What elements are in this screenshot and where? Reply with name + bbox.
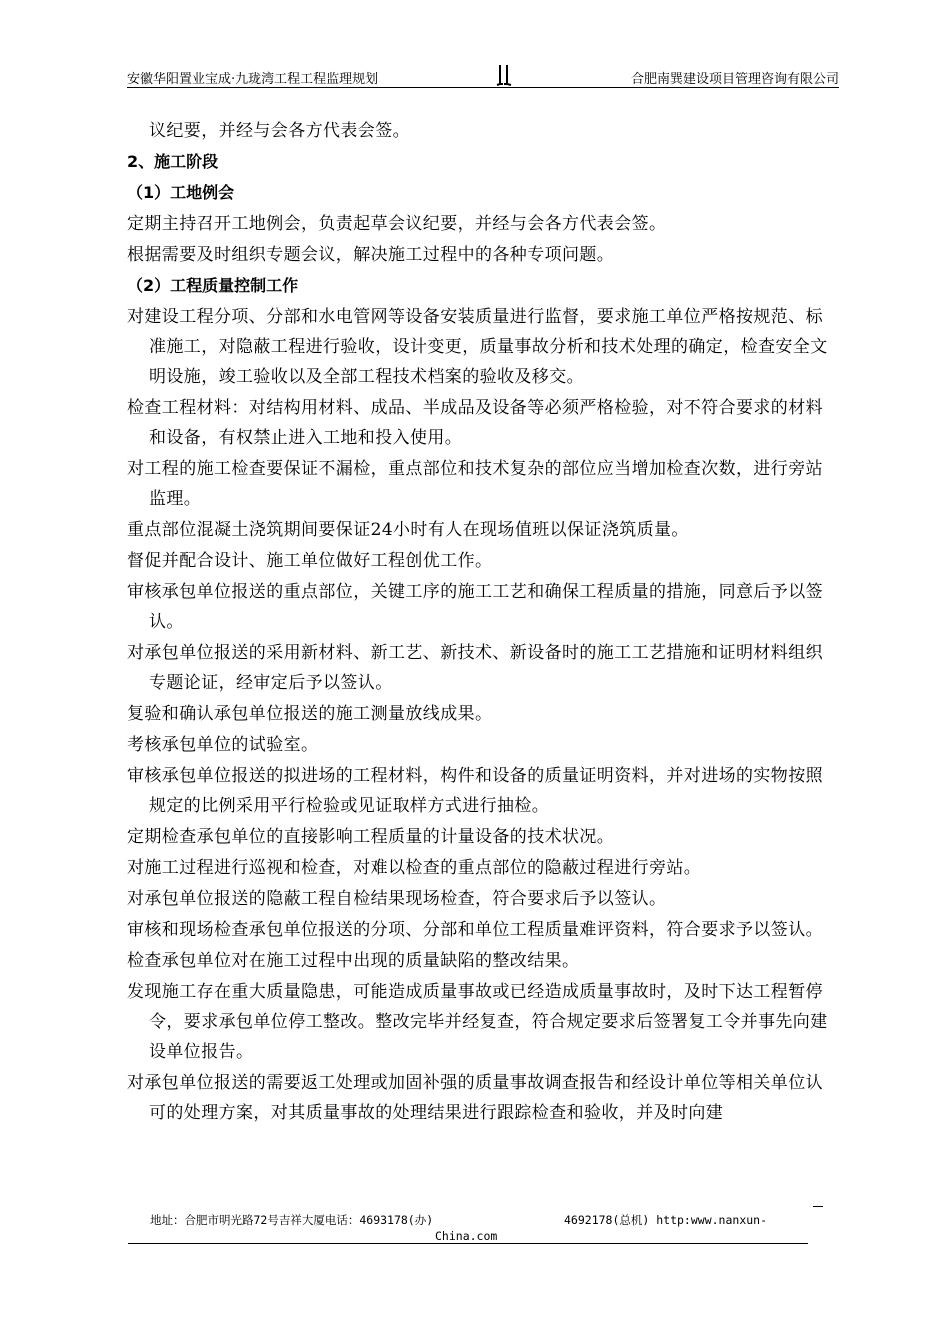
paragraph: 发现施工存在重大质量隐患，可能造成质量事故或已经造成质量事故时，及时下达工程暂停令，要求承包单位停工整改。整改完毕并经复查，符合规定要求后签署复工令并事先向建设单位报告。 [127,982,828,1062]
paragraph: 审核承包单位报送的拟进场的工程材料，构件和设备的质量证明资料，并对进场的实物按照规定的比例采用平行检验或见证取样方式进行抽检。 [127,766,823,816]
paragraph: 对工程的施工检查要保证不漏检，重点部位和技术复杂的部位应当增加检查次数，进行旁站监理。 [127,459,823,509]
paragraph: 检查工程材料：对结构用材料、成品、半成品及设备等必须严格检验，对不符合要求的材料和设备，有权禁止进入工地和投入使用。 [127,398,823,448]
paragraph: 对承包单位报送的需要返工处理或加固补强的质量事故调查报告和经设计单位等相关单位认可的处理方案，对其质量事故的处理结果进行跟踪检查和验收，并及时向建 [127,1073,823,1123]
paragraph: 定期主持召开工地例会，负责起草会议纪要，并经与会各方代表会签。 [127,214,667,234]
paragraph: 督促并配合设计、施工单位做好工程创优工作。 [127,551,493,571]
paragraph: 对承包单位报送的隐蔽工程自检结果现场检查，符合要求后予以签认。 [127,889,667,909]
page-header [127,64,839,88]
company-logo-icon [496,64,512,86]
paragraph: 定期检查承包单位的直接影响工程质量的计量设备的技术状况。 [127,827,615,847]
paragraph: 重点部位混凝土浇筑期间要保证24小时有人在现场值班以保证浇筑质量。 [127,520,689,540]
footer-dash [813,1206,823,1207]
paragraph: 议纪要，并经与会各方代表会签。 [149,121,410,141]
paragraph: 考核承包单位的试验室。 [127,735,319,755]
paragraph: 对施工过程进行巡视和检查，对难以检查的重点部位的隐蔽过程进行旁站。 [127,858,702,878]
paragraph: 复验和确认承包单位报送的施工测量放线成果。 [127,704,493,724]
footer-rule [128,1243,808,1244]
footer-phone-url: 4692178(总机) http:www.nanxun- [564,1213,768,1227]
footer-url-tail: China.com [435,1229,498,1243]
footer-address: 地址：合肥市明光路72号吉祥大厦电话：4693178(办) [150,1213,434,1227]
paragraph: 检查承包单位对在施工过程中出现的质量缺陷的整改结果。 [127,951,580,971]
header-rule [127,87,839,88]
header-project-title: 安徽华阳置业宝成·九珑湾工程工程监理规划 [127,72,379,87]
document-body [127,116,839,1129]
paragraph: 根据需要及时组织专题会议，解决施工过程中的各种专项问题。 [127,245,615,265]
section-heading: 2、施工阶段 [127,152,219,171]
paragraph: 审核承包单位报送的重点部位，关键工序的施工工艺和确保工程质量的措施，同意后予以签认。 [127,582,823,632]
page-footer [150,1208,810,1248]
paragraph: 审核和现场检查承包单位报送的分项、分部和单位工程质量难评资料，符合要求予以签认。 [127,920,823,940]
section-heading: （2）工程质量控制工作 [127,276,299,295]
header-company-name: 合肥南巽建设项目管理咨询有限公司 [630,72,839,87]
section-heading: （1）工地例会 [127,183,235,202]
paragraph: 对承包单位报送的采用新材料、新工艺、新技术、新设备时的施工工艺措施和证明材料组织专题论证，经审定后予以签认。 [127,643,823,693]
paragraph: 对建设工程分项、分部和水电管网等设备安装质量进行监督，要求施工单位严格按规范、标准施工，对隐蔽工程进行验收，设计变更，质量事故分析和技术处理的确定，检查安全文明设施，竣工验收以及全部工程技术档案的验收及移交。 [127,307,828,387]
